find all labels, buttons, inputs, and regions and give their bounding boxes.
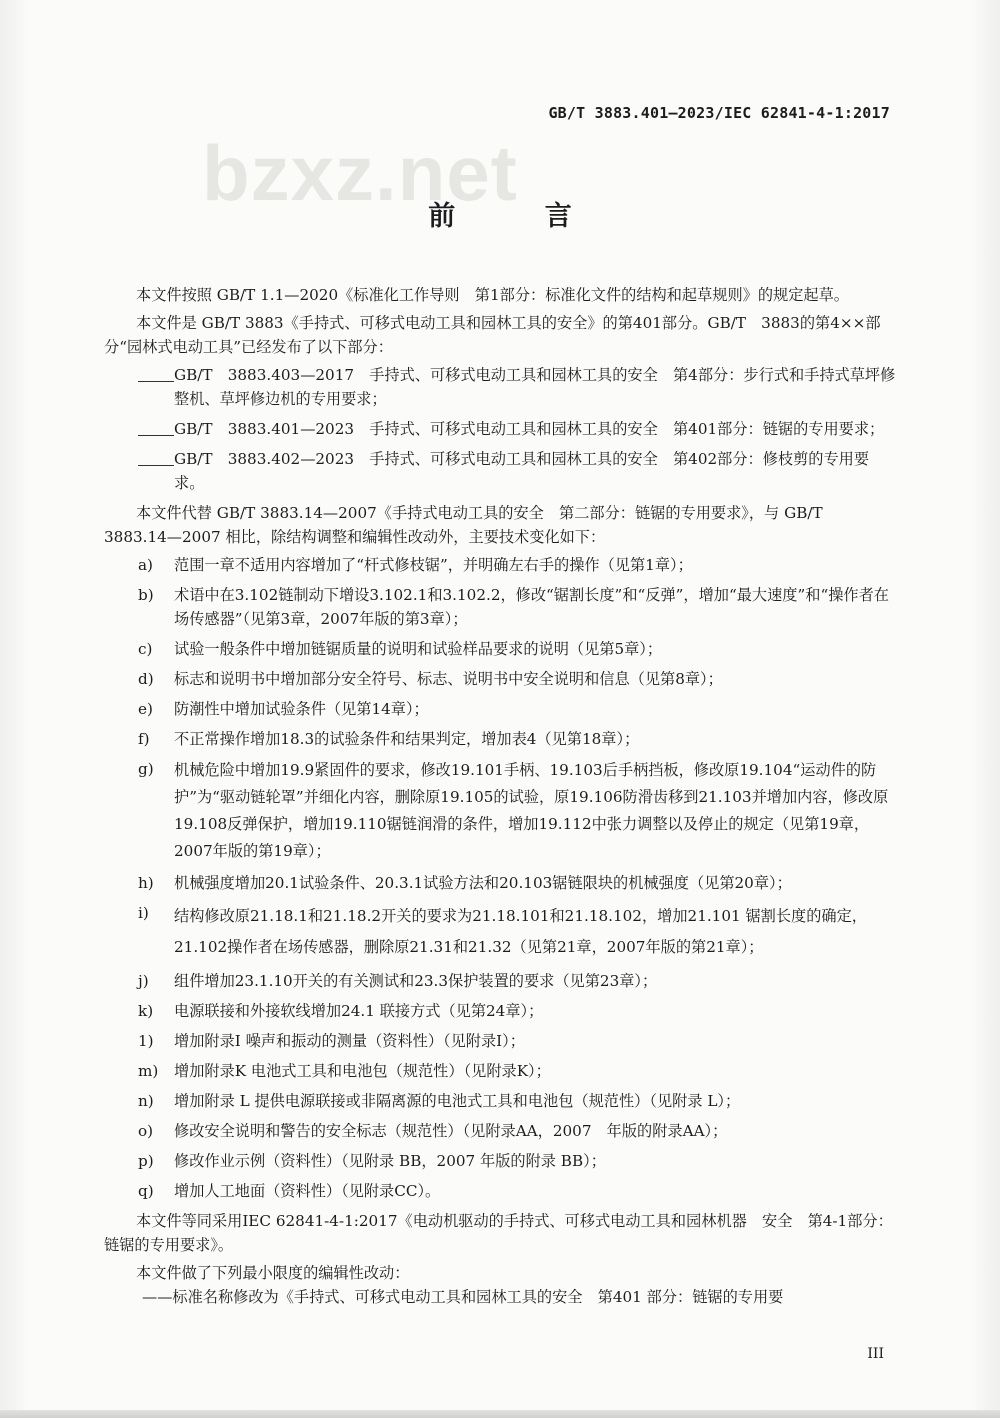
paragraph-name-change: ——标准名称修改为《手持式、可移式电动工具和园林工具的安全 第401 部分：链锯的专用要 — [142, 1288, 784, 1306]
document-body — [104, 283, 896, 1309]
change-item: e) 防潮性中增加试验条件（见第14章）； — [138, 700, 429, 718]
watermark: bzxz.net — [202, 129, 518, 217]
part-list-item: GB/T 3883.402—2023 手持式、可移式电动工具和园林工具的安全 第402部分：修枝剪的专用要求。 — [104, 447, 896, 495]
page-number: III — [867, 1346, 884, 1362]
paragraph-editorial-changes: 本文件做了下列最小限度的编辑性改动： — [136, 1264, 410, 1282]
change-item: p) 修改作业示例（资料性）（见附录 BB，2007 年版的附录 BB）； — [138, 1152, 606, 1170]
part-list-item: GB/T 3883.403—2017 手持式、可移式电动工具和园林工具的安全 第4部分：步行式和手持式草坪修整机、草坪修边机的专用要求； — [104, 363, 896, 411]
standard-number: GB/T 3883.401—2023/IEC 62841-4-1:2017 — [548, 104, 890, 122]
part-dash — [104, 417, 174, 441]
paragraph-series-parts: 本文件是 GB/T 3883《手持式、可移式电动工具和园林工具的安全》的第401部分。GB/T 3883的第4××部分“园林式电动工具”已经发布了以下部分： — [104, 314, 881, 356]
paragraph-replaces: 本文件代替 GB/T 3883.14—2007《手持式电动工具的安全 第二部分：链锯的专用要求》，与 GB/T 3883.14—2007 相比，除结构调整和编辑性改动外，主要技术变化如下： — [104, 504, 838, 546]
change-item: k) 电源联接和外接软线增加24.1 联接方式（见第24章）； — [138, 1002, 544, 1020]
change-item: j) 组件增加23.1.10开关的有关测试和23.3保护装置的要求（见第23章）； — [138, 972, 658, 990]
part-dash — [104, 363, 174, 411]
part-list-item: GB/T 3883.401—2023 手持式、可移式电动工具和园林工具的安全 第401部分：链锯的专用要求； — [104, 417, 896, 441]
page-title: 前 言 — [428, 201, 612, 232]
change-item: o) 修改安全说明和警告的安全标志（规范性）（见附录AA，2007 年版的附录AA）； — [138, 1122, 728, 1140]
part-dash — [104, 447, 174, 495]
change-item: m) 增加附录K 电池式工具和电池包（规范性）（见附录K）； — [138, 1062, 551, 1080]
change-item: b) 术语中在3.102链制动下增设3.102.1和3.102.2，修改“锯割长度”和“反弹”，增加“最大速度”和“操作者在场传感器”（见第3章，2007年版的第3章）； — [138, 586, 889, 628]
change-item: q) 增加人工地面（资料性）（见附录CC）。 — [138, 1182, 441, 1200]
change-item: g) 机械危险中增加19.9紧固件的要求，修改19.101手柄、19.103后手柄挡板，修改原19.104“运动件的防护”为“驱动链轮罩”并细化内容，删除原19.105的试验，原19.106防滑齿移到21.103并增加内容，修改原19.108反弹保护，增加19.110锯链润滑的条件，增加19.112中张力调整以及停止的规定（见第19章，2007年版的第19章）； — [138, 760, 889, 860]
paragraph-identical-adoption: 本文件等同采用IEC 62841-4-1:2017《电动机驱动的手持式、可移式电动工具和园林机器 安全 第4-1部分：链锯的专用要求》。 — [104, 1212, 893, 1254]
change-item: h) 机械强度增加20.1试验条件、20.3.1试验方法和20.103锯链限块的机械强度（见第20章）； — [138, 874, 792, 892]
change-item: f) 不正常操作增加18.3的试验条件和结果判定，增加表4（见第18章）； — [138, 730, 640, 748]
change-item: a) 范围一章不适用内容增加了“杆式修枝锯”，并明确左右手的操作（见第1章）； — [138, 556, 693, 574]
change-item: c) 试验一般条件中增加链锯质量的说明和试验样品要求的说明（见第5章）； — [138, 640, 663, 658]
paragraph-drafting-rules: 本文件按照 GB/T 1.1—2020《标准化工作导则 第1部分：标准化文件的结构和起草规则》的规定起草。 — [136, 286, 849, 304]
change-item: i) 结构修改原21.18.1和21.18.2开关的要求为21.18.101和21.18.102，增加21.101 锯割长度的确定，21.102操作者在场传感器，删除原21.31和21.32（见第21章，2007年版的第21章）； — [138, 904, 867, 956]
change-item: n) 增加附录 L 提供电源联接或非隔离源的电池式工具和电池包（规范性）（见附录 L）； — [138, 1092, 741, 1110]
change-item: 1) 增加附录I 噪声和振动的测量（资料性）（见附录I）； — [138, 1032, 525, 1050]
page-bottom-edge — [0, 1410, 1000, 1418]
change-item: d) 标志和说明书中增加部分安全符号、标志、说明书中安全说明和信息（见第8章）； — [138, 670, 723, 688]
